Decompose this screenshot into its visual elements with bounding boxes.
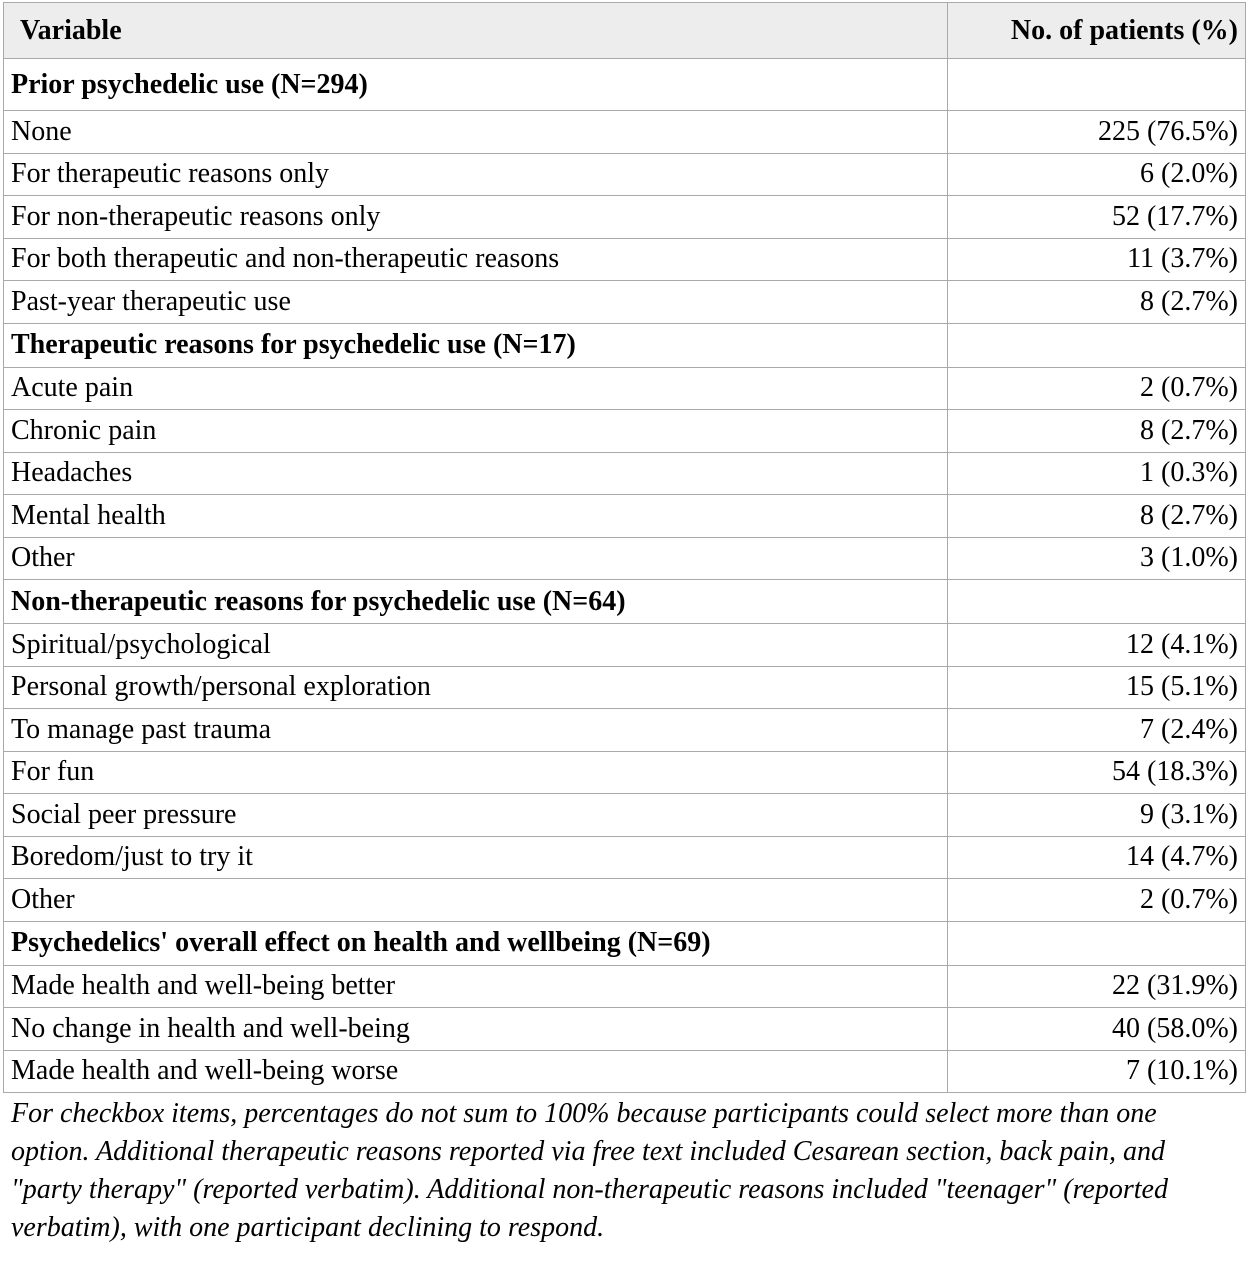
section-empty-cell [948, 580, 1246, 624]
row-label: Boredom/just to try it [4, 836, 948, 879]
table-row [4, 965, 1246, 1008]
table-row [4, 624, 1246, 667]
section-empty-cell [948, 59, 1246, 111]
row-value: 225 (76.5%) [948, 111, 1246, 154]
table-row [4, 1050, 1246, 1093]
row-value: 9 (3.1%) [948, 794, 1246, 837]
row-label: Personal growth/personal exploration [4, 666, 948, 709]
row-label: Chronic pain [4, 410, 948, 453]
row-value: 11 (3.7%) [948, 238, 1246, 281]
table-row [4, 1008, 1246, 1051]
row-value: 12 (4.1%) [948, 624, 1246, 667]
row-label: No change in health and well-being [4, 1008, 948, 1051]
table-row [4, 196, 1246, 239]
row-label: Social peer pressure [4, 794, 948, 837]
table-row [4, 879, 1246, 922]
section-row [4, 59, 1246, 111]
row-value: 8 (2.7%) [948, 495, 1246, 538]
row-label: Other [4, 879, 948, 922]
table-row [4, 111, 1246, 154]
table-row [4, 452, 1246, 495]
row-value: 6 (2.0%) [948, 153, 1246, 196]
table-row [4, 367, 1246, 410]
row-value: 3 (1.0%) [948, 537, 1246, 580]
row-label: None [4, 111, 948, 154]
table-row [4, 537, 1246, 580]
section-empty-cell [948, 921, 1246, 965]
table-row [4, 153, 1246, 196]
section-row [4, 580, 1246, 624]
row-value: 2 (0.7%) [948, 367, 1246, 410]
row-label: Made health and well-being worse [4, 1050, 948, 1093]
row-value: 2 (0.7%) [948, 879, 1246, 922]
section-title: Therapeutic reasons for psychedelic use (N=17) [4, 323, 948, 367]
section-title: Psychedelics' overall effect on health and wellbeing (N=69) [4, 921, 948, 965]
row-label: Other [4, 537, 948, 580]
table-row [4, 238, 1246, 281]
table-row [4, 666, 1246, 709]
row-label: Acute pain [4, 367, 948, 410]
table-row [4, 410, 1246, 453]
results-table-container [3, 2, 1245, 1247]
results-table [3, 2, 1246, 1093]
row-value: 52 (17.7%) [948, 196, 1246, 239]
table-row [4, 794, 1246, 837]
row-label: Made health and well-being better [4, 965, 948, 1008]
row-value: 1 (0.3%) [948, 452, 1246, 495]
row-label: For non-therapeutic reasons only [4, 196, 948, 239]
table-header-row [4, 3, 1246, 59]
section-title: Prior psychedelic use (N=294) [4, 59, 948, 111]
row-label: Headaches [4, 452, 948, 495]
table-row [4, 836, 1246, 879]
row-label: For therapeutic reasons only [4, 153, 948, 196]
section-row [4, 323, 1246, 367]
header-variable: Variable [4, 3, 948, 59]
row-label: For fun [4, 751, 948, 794]
row-value: 22 (31.9%) [948, 965, 1246, 1008]
table-row [4, 281, 1246, 324]
row-label: Past-year therapeutic use [4, 281, 948, 324]
section-empty-cell [948, 323, 1246, 367]
row-value: 54 (18.3%) [948, 751, 1246, 794]
row-label: To manage past trauma [4, 709, 948, 752]
row-value: 15 (5.1%) [948, 666, 1246, 709]
section-row [4, 921, 1246, 965]
row-label: Spiritual/psychological [4, 624, 948, 667]
row-value: 40 (58.0%) [948, 1008, 1246, 1051]
table-row [4, 751, 1246, 794]
row-value: 8 (2.7%) [948, 410, 1246, 453]
row-value: 8 (2.7%) [948, 281, 1246, 324]
table-row [4, 495, 1246, 538]
table-footnote: For checkbox items, percentages do not sum to 100% because participants could select more than one option. Additional therapeutic reasons reported via free text included Cesarean section, back pain, and "party therapy" (reported verbatim). Additional non-therapeutic reasons included "teenager" (reported verbatim), with one participant declining to respond. [11, 1098, 1168, 1243]
header-patients: No. of patients (%) [948, 3, 1246, 59]
row-value: 7 (10.1%) [948, 1050, 1246, 1093]
row-label: Mental health [4, 495, 948, 538]
table-row [4, 709, 1246, 752]
section-title: Non-therapeutic reasons for psychedelic use (N=64) [4, 580, 948, 624]
row-value: 7 (2.4%) [948, 709, 1246, 752]
row-value: 14 (4.7%) [948, 836, 1246, 879]
row-label: For both therapeutic and non-therapeutic reasons [4, 238, 948, 281]
